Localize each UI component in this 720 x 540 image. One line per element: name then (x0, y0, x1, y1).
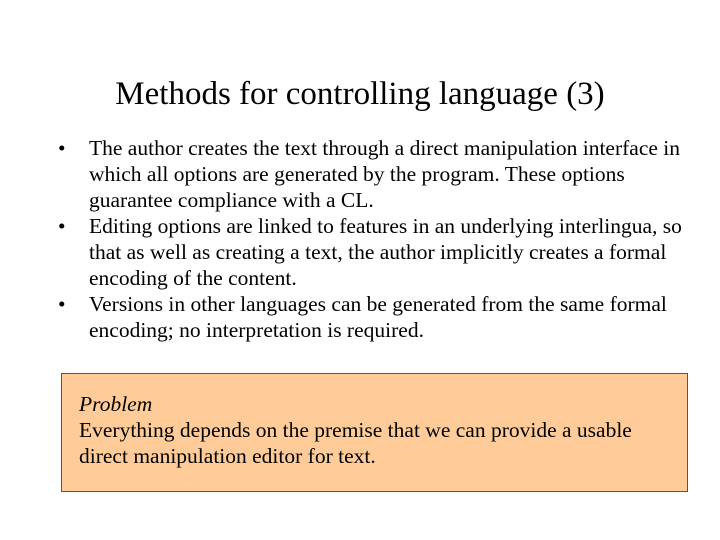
bullet-text: Editing options are linked to features in an underlying interlingua, so that as well as creating a text, the author implicitly creates a formal encoding of the content. (89, 214, 682, 290)
slide-title: Methods for controlling language (3) (115, 76, 605, 112)
bullet-text: Versions in other languages can be generated from the same formal encoding; no interpretation is required. (89, 292, 667, 342)
bullet-text: The author creates the text through a direct manipulation interface in which all options are generated by the program. These options guarantee compliance with a CL. (89, 136, 681, 212)
problem-text: Everything depends on the premise that we can provide a usable direct manipulation editor for text. (79, 418, 632, 468)
bullet-icon: • (58, 136, 66, 160)
problem-box (61, 373, 688, 492)
bullet-list (56, 135, 686, 343)
bullet-item (56, 135, 686, 213)
bullet-icon: • (58, 292, 66, 316)
bullet-item (56, 291, 686, 343)
problem-heading: Problem (79, 392, 153, 416)
bullet-icon: • (58, 214, 66, 238)
bullet-item (56, 213, 686, 291)
